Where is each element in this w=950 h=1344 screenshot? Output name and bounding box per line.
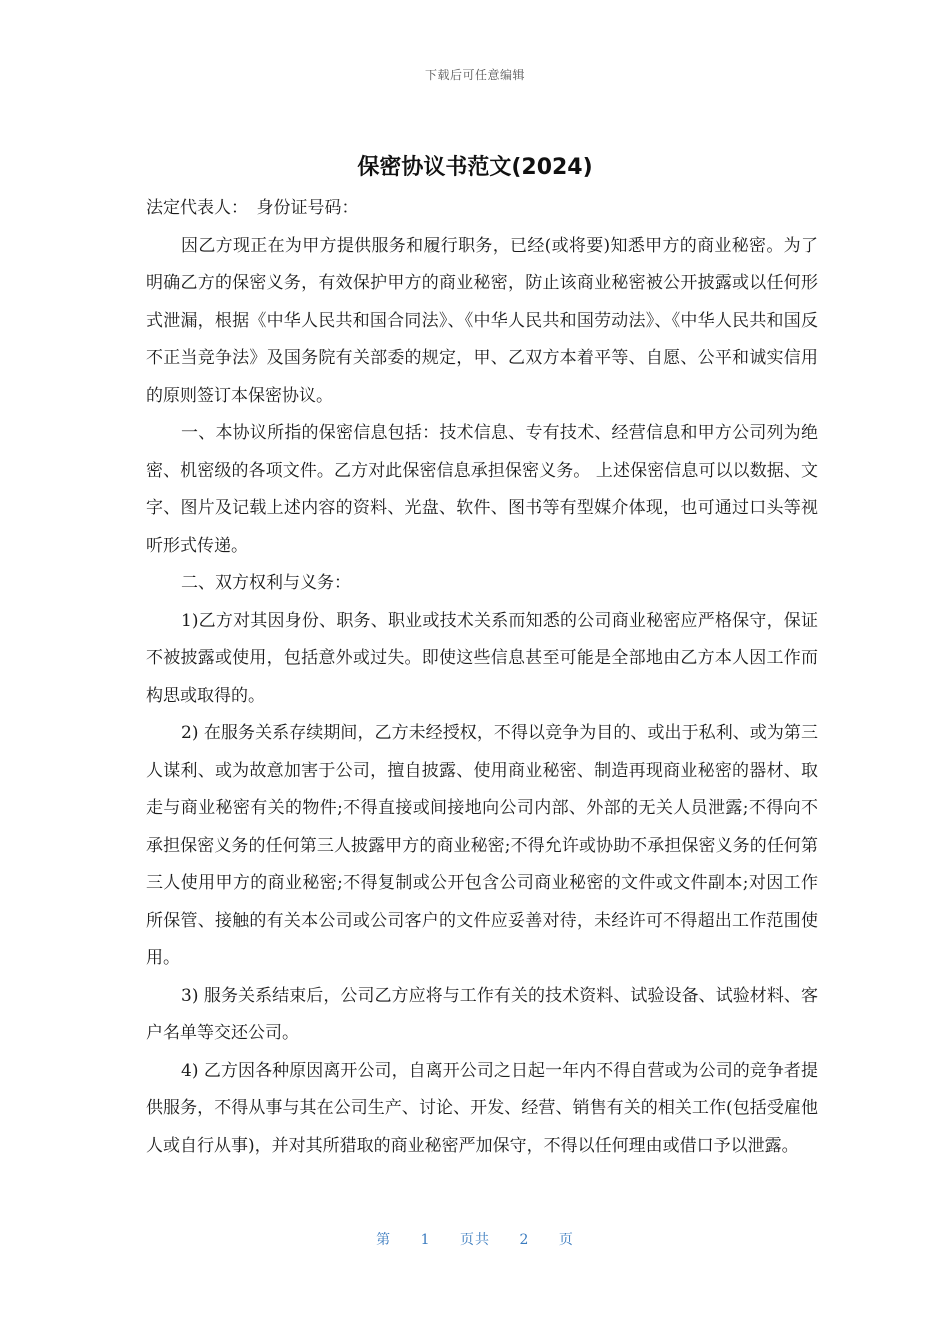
header-note: 下载后可任意编辑: [424, 68, 525, 82]
representative-line: 法定代表人： 身份证号码：: [146, 198, 359, 218]
total-pages: 2: [519, 1232, 530, 1248]
clause-2-heading: 二、双方权利与义务：: [181, 573, 351, 593]
document-title: 保密协议书范文(2024): [357, 155, 593, 180]
clause-2-item-1: 1)乙方对其因身份、职务、职业或技术关系而知悉的公司商业秘密应严格保守，保证不被披露或使用，包括意外或过失。即使这些信息甚至可能是全部地由乙方本人因工作而构思或取得的。: [146, 610, 818, 706]
intro-paragraph: 因乙方现正在为甲方提供服务和履行职务，已经(或将要)知悉甲方的商业秘密。为了明确乙方的保密义务，有效保护甲方的商业秘密，防止该商业秘密被公开披露或以任何形式泄漏，根据《中华人民共和国合同法》、《中华人民共和国劳动法》、《中华人民共和国反不正当竞争法》及国务院有关部委的规定，甲、乙双方本着平等、自愿、公平和诚实信用的原则签订本保密协议。: [146, 235, 818, 406]
document-body: [146, 190, 818, 1165]
clause-2-item-2: 2) 在服务关系存续期间，乙方未经授权，不得以竞争为目的、或出于私利、或为第三人谋利、或为故意加害于公司，擅自披露、使用商业秘密、制造再现商业秘密的器材、取走与商业秘密有关的物件;不得直接或间接地向公司内部、外部的无关人员泄露;不得向不承担保密义务的任何第三人披露甲方的商业秘密;不得允许或协助不承担保密义务的任何第三人使用甲方的商业秘密;不得复制或公开包含公司商业秘密的文件或文件副本;对因工作所保管、接触的有关本公司或公司客户的文件应妥善对待，未经许可不得超出工作范围使用。: [146, 723, 818, 968]
page-number-footer: [0, 1229, 950, 1249]
clause-1-paragraph: 一、本协议所指的保密信息包括：技术信息、专有技术、经营信息和甲方公司列为绝密、机密级的各项文件。乙方对此保密信息承担保密义务。 上述保密信息可以以数据、文字、图片及记载上述内容的资料、光盘、软件、图书等有型媒介体现，也可通过口头等视听形式传递。: [146, 423, 818, 556]
page-suffix: 页: [558, 1232, 574, 1248]
page-prefix: 第: [376, 1232, 392, 1248]
clause-2-item-3: 3) 服务关系结束后，公司乙方应将与工作有关的技术资料、试验设备、试验材料、客户名单等交还公司。: [146, 985, 818, 1043]
current-page: 1: [420, 1232, 431, 1248]
clause-2-item-4: 4) 乙方因各种原因离开公司，自离开公司之日起一年内不得自营或为公司的竞争者提供服务，不得从事与其在公司生产、讨论、开发、经营、销售有关的相关工作(包括受雇他人或自行从事)，并对其所猎取的商业秘密严加保守，不得以任何理由或借口予以泄露。: [146, 1060, 818, 1156]
page-middle: 页共: [460, 1232, 490, 1248]
